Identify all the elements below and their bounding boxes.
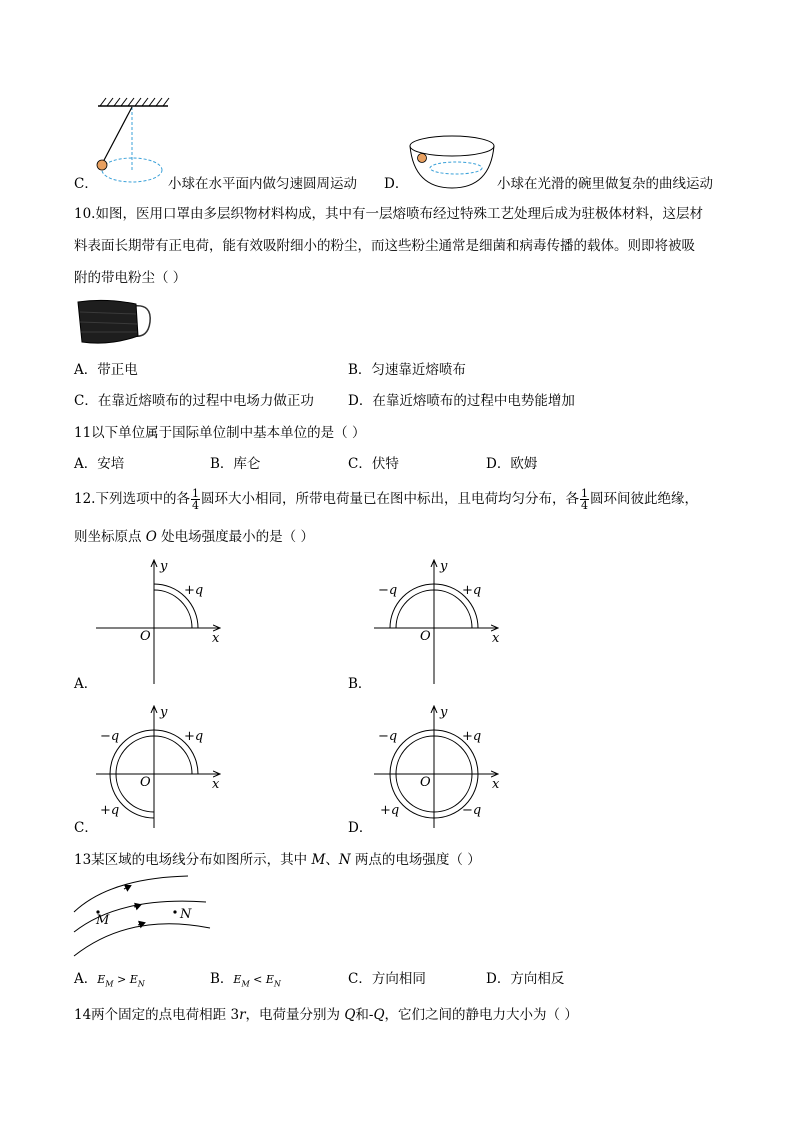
q14-stem bbox=[74, 1005, 578, 1025]
q9-option-d-label: D． bbox=[384, 176, 409, 192]
q12-stem-line1 bbox=[74, 484, 698, 514]
q13-stem-part2: 两点的电场强度（ ） bbox=[350, 852, 481, 868]
e-symbol: E bbox=[129, 973, 138, 986]
field-lines-figure bbox=[70, 872, 216, 960]
q12-stem-part3: 圆环间彼此绝缘， bbox=[589, 491, 698, 507]
fraction-numerator-2: 1 bbox=[580, 487, 588, 500]
axis-x-label: x bbox=[212, 631, 220, 646]
q9-option-c-label: C． bbox=[74, 176, 98, 192]
fraction-numerator: 1 bbox=[191, 487, 199, 500]
origin-label: O bbox=[140, 629, 151, 644]
q12-stem-part2: 圆环大小相同，所带电荷量已在图中标出，且电荷均匀分布，各 bbox=[200, 491, 579, 507]
q13-option-a-label: A． bbox=[74, 971, 98, 987]
e-symbol: E bbox=[233, 973, 242, 986]
subscript-n: N bbox=[137, 979, 145, 989]
comparison-op: > bbox=[113, 973, 130, 986]
origin-label: O bbox=[420, 775, 431, 790]
q13-stem-sep: 、 bbox=[325, 852, 339, 868]
q13-option-d: D．方向相反 bbox=[486, 971, 565, 987]
bowl-figure bbox=[404, 130, 500, 192]
q9-option-d-text: 小球在光滑的碗里做复杂的曲线运动 bbox=[497, 176, 713, 192]
axis-x-label: x bbox=[212, 777, 220, 792]
charge-label: −q bbox=[462, 803, 482, 818]
q13-stem-part1: 13某区域的电场线分布如图所示，其中 bbox=[74, 852, 312, 868]
q13-stem bbox=[74, 850, 481, 870]
charge-label: +q bbox=[100, 803, 120, 818]
q14-stem-part2: ，电荷量分别为 bbox=[245, 1007, 345, 1023]
q11-option-d: D．欧姆 bbox=[486, 456, 538, 472]
q12-stem-line2 bbox=[74, 527, 314, 547]
q14-stem-part1: 14两个固定的点电荷相距 3 bbox=[74, 1007, 240, 1023]
ring-diagram-d bbox=[370, 702, 506, 832]
ring-diagram-c bbox=[92, 702, 228, 832]
ring-diagram-a bbox=[92, 556, 228, 688]
q11-option-b: B．库仑 bbox=[210, 456, 261, 472]
q10-option-a: A．带正电 bbox=[74, 362, 138, 378]
q10-stem-line2: 料表面长期带有正电荷，能有效吸附细小的粉尘，而这些粉尘通常是细菌和病毒传播的载体。则即将被吸 bbox=[74, 238, 695, 254]
mask-image bbox=[76, 296, 158, 348]
quarter-fraction-2 bbox=[580, 488, 589, 511]
q13-point-m: M bbox=[311, 852, 326, 868]
axis-y-label: y bbox=[440, 559, 448, 574]
q10-option-c: C．在靠近熔喷布的过程中电场力做正功 bbox=[74, 393, 314, 409]
q13-point-n: N bbox=[338, 852, 351, 868]
subscript-n: N bbox=[273, 979, 281, 989]
q10-stem-line3: 附的带电粉尘（ ） bbox=[74, 270, 187, 286]
distance-r: r bbox=[239, 1007, 246, 1023]
quarter-fraction bbox=[191, 488, 200, 511]
pendulum-figure bbox=[90, 96, 180, 192]
axis-y-label: y bbox=[160, 705, 168, 720]
charge-label: +q bbox=[184, 729, 204, 744]
q12-stem-part1: 12.下列选项中的各 bbox=[74, 491, 190, 507]
axis-y-label: y bbox=[160, 559, 168, 574]
fraction-denominator: 4 bbox=[191, 499, 199, 512]
charge-label: −q bbox=[100, 729, 120, 744]
charge-label: −q bbox=[378, 583, 398, 598]
e-symbol: E bbox=[265, 973, 274, 986]
ring-diagram-b bbox=[370, 556, 506, 688]
point-n-label: N bbox=[180, 907, 192, 922]
q13-option-c: C．方向相同 bbox=[348, 971, 426, 987]
axis-x-label: x bbox=[492, 777, 500, 792]
q11-option-c: C．伏特 bbox=[348, 456, 399, 472]
fraction-denominator-2: 4 bbox=[580, 499, 588, 512]
q10-stem-line1: 10.如图，医用口罩由多层织物材料构成，其中有一层熔喷布经过特殊工艺处理后成为驻极体材料，这层材 bbox=[74, 206, 703, 222]
q10-option-b: B．匀速靠近熔喷布 bbox=[348, 362, 466, 378]
charge-q1: Q bbox=[344, 1007, 356, 1023]
charge-label: +q bbox=[462, 729, 482, 744]
charge-label: −q bbox=[378, 729, 398, 744]
charge-label: +q bbox=[380, 803, 400, 818]
charge-label: +q bbox=[462, 583, 482, 598]
axis-y-label: y bbox=[440, 705, 448, 720]
origin-label: O bbox=[420, 629, 431, 644]
subscript-m: M bbox=[105, 979, 114, 989]
q9-option-c-text: 小球在水平面内做匀速圆周运动 bbox=[168, 176, 357, 192]
q12-option-b-label: B． bbox=[348, 676, 372, 692]
subscript-m: M bbox=[241, 979, 250, 989]
q13-option-b-label: B． bbox=[210, 971, 234, 987]
q12-stem-part5: 处电场强度最小的是（ ） bbox=[156, 529, 314, 545]
charge-q2: Q bbox=[373, 1007, 385, 1023]
q13-option-a bbox=[74, 969, 145, 995]
q12-option-d-label: D． bbox=[348, 820, 373, 836]
axis-x-label: x bbox=[492, 631, 500, 646]
q14-stem-part3: 和- bbox=[355, 1007, 374, 1023]
charge-label: +q bbox=[184, 583, 204, 598]
q11-stem: 11以下单位属于国际单位制中基本单位的是（ ） bbox=[74, 425, 366, 441]
e-symbol: E bbox=[97, 973, 106, 986]
origin-label: O bbox=[140, 775, 151, 790]
q13-option-b bbox=[210, 969, 281, 995]
q10-option-d: D．在靠近熔喷布的过程中电势能增加 bbox=[348, 393, 575, 409]
comparison-op: < bbox=[249, 973, 266, 986]
point-m-label: M bbox=[96, 913, 110, 928]
q12-origin-symbol: O bbox=[145, 529, 157, 545]
q12-stem-part4: 则坐标原点 bbox=[74, 529, 146, 545]
q14-stem-part4: ，它们之间的静电力大小为（ ） bbox=[384, 1007, 578, 1023]
q11-option-a: A．安培 bbox=[74, 456, 125, 472]
q12-option-a-label: A． bbox=[74, 676, 98, 692]
q12-option-c-label: C． bbox=[74, 820, 98, 836]
